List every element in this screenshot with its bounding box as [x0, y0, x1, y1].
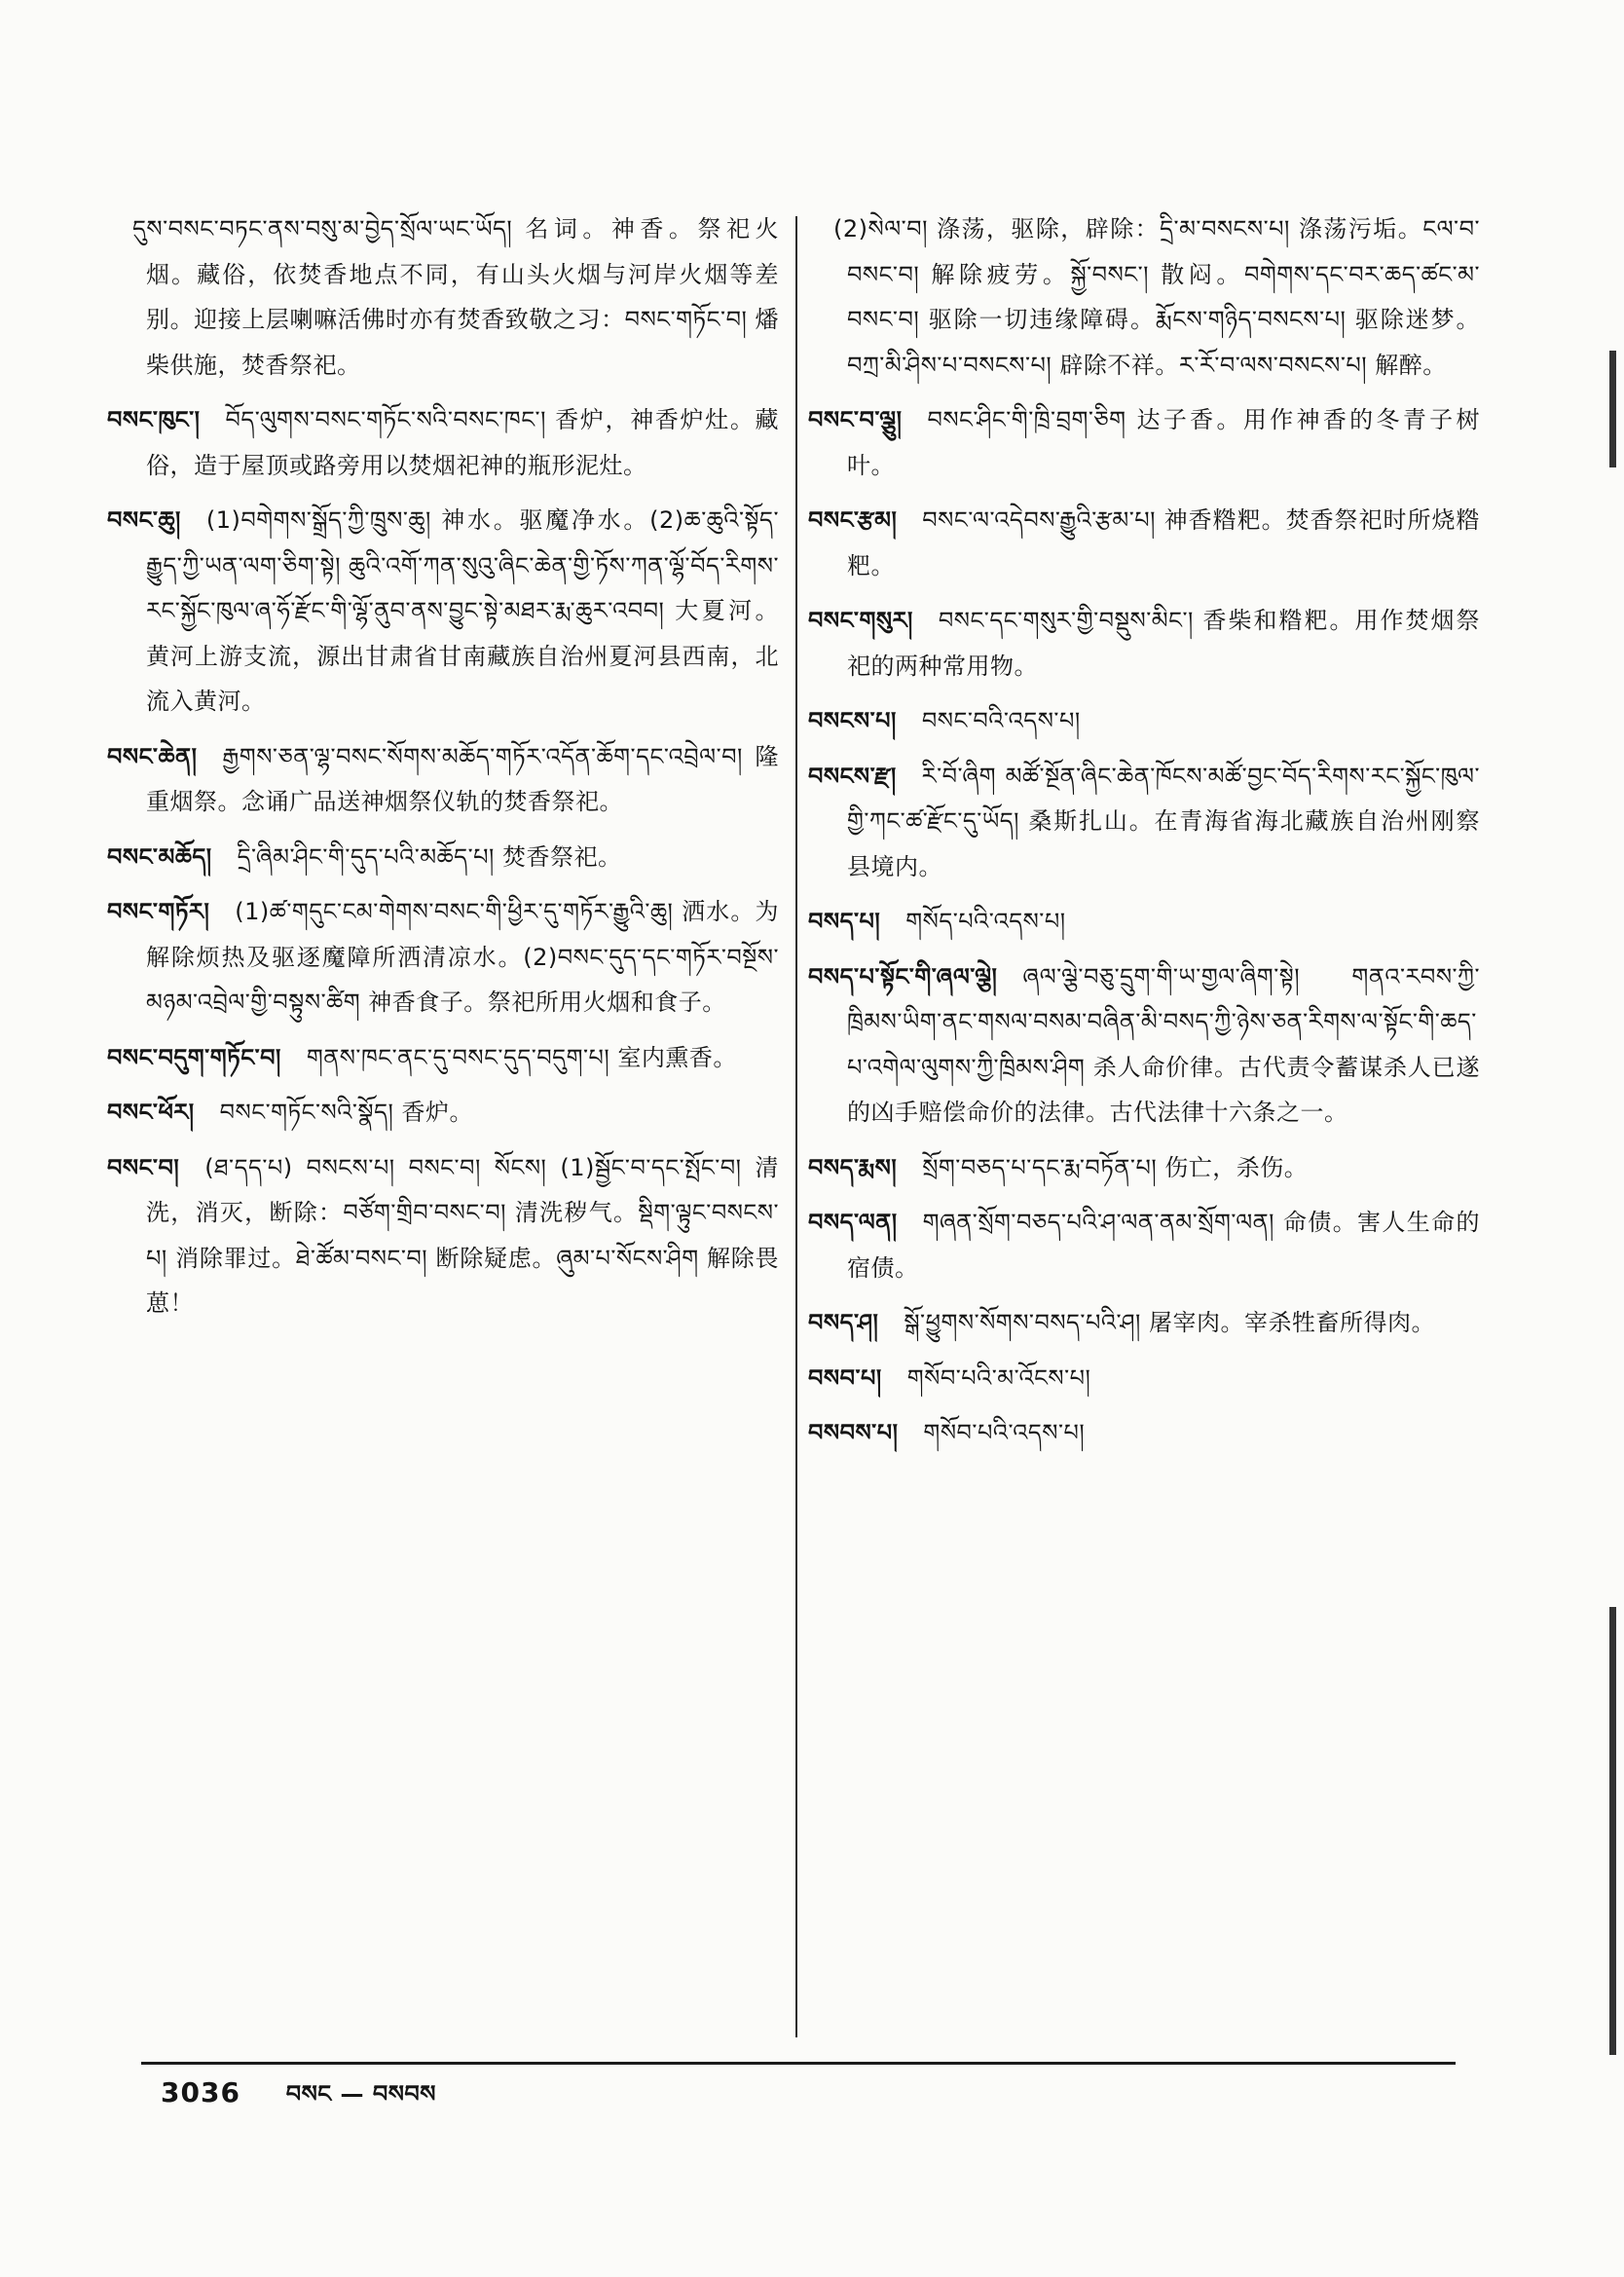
entry-text: (1)བགེགས་སྒྲོད་ཀྱི་ཁྲུས་ཆུ། 神水。驱魔净水。(2)ཆ་ཆུའི་སྟོད་རྒྱུད་ཀྱི་ཡན་ལག་ཅིག་སྟེ། ཆུའི་འགོ་ཀན་སུའུ་ཞིང་ཆེན་གྱི་ཏོས་ཀན་ལྷོ་བོད་རིགས་རང་སྐྱོང་ཁུལ་ཞ་ཧོ་རྫོང་གི་ལྷོ་ནུབ་ནས་བྱུང་སྟེ་མཐར་རྨ་ཆུར་འབབ། 大夏河。黄河上游支流，源出甘肃省甘南藏族自治州夏河县西南，北流入黄河。 — [146, 506, 779, 715]
entry-text: བསང་ལ་འདེབས་རྒྱུའི་རྩམ་པ། 神香糌粑。焚香祭祀时所烧糌粑。 — [847, 506, 1480, 579]
dictionary-entry — [107, 1145, 779, 1326]
dictionary-entry — [107, 889, 779, 1026]
dictionary-entry — [808, 1300, 1480, 1346]
entry-headword: བསད་ལན། — [808, 1209, 898, 1236]
entry-headword: བསང་བདུག་གཏོང་བ། — [107, 1043, 281, 1071]
entry-headword: བསད་པ། — [808, 908, 881, 935]
dictionary-entry — [808, 754, 1480, 890]
dictionary-entry — [107, 835, 779, 880]
entry-headword: བསད་པ་སྟོང་གི་ཞལ་ལྕེ། — [808, 962, 998, 990]
entry-text: གསོབ་པའི་འདས་པ། — [923, 1419, 1086, 1446]
entry-headword: བསང་བ་ལྕུ། — [808, 406, 903, 433]
entry-text: དྲི་ཞིམ་ཤིང་གི་དུད་པའི་མཆོད་པ། 焚香祭祀。 — [237, 842, 622, 871]
entry-headword: བསང་རྩམ། — [808, 506, 898, 534]
entry-text: བསང་ཤིང་གི་ཁྲི་བྲག་ཅིག 达子香。用作神香的冬青子树叶。 — [847, 406, 1480, 479]
entry-text: གསོབ་པའི་མ་འོངས་པ། — [906, 1363, 1091, 1392]
dictionary-entry — [808, 1145, 1480, 1191]
entry-text: སྒོ་ཕྱུགས་སོགས་བསད་པའི་ཤ། 屠宰肉。宰杀牲畜所得肉。 — [904, 1309, 1435, 1336]
dictionary-entry — [808, 1356, 1480, 1401]
entry-text: གཞན་སྲོག་བཅད་པའི་ཤ་ལན་ནམ་སྲོག་ལན། 命债。害人生命的宿债。 — [847, 1209, 1480, 1282]
entry-text: བསང་བའི་འདས་པ། — [921, 707, 1081, 734]
entry-text: རི་བོ་ཞིག མཚོ་སྔོན་ཞིང་ཆེན་ཁོངས་མཚོ་བྱང་བོད་རིགས་རང་སྐྱོང་ཁུལ་གྱི་ཀང་ཚ་རྫོང་དུ་ཡོད། 桑斯扎山。在青海省海北藏族自治州刚察县境内。 — [847, 762, 1480, 880]
dictionary-entry — [808, 598, 1480, 689]
entry-headword: བསང་ཁུང་། — [107, 406, 201, 433]
entry-headword: བསངས་རྫ། — [808, 762, 897, 790]
entry-text: (2)སེལ་བ། 涤荡，驱除，辟除：དྲི་མ་བསངས་པ། 涤荡污垢。ངལ་བ་བསང་བ། 解除疲劳。སྐྱོ་བསང་། 散闷。བགེགས་དང་བར་ཆད་ཚང་མ་བསང་བ། 驱除一切违缘障碍。རྨོངས་གཉིད་བསངས་པ། 驱除迷梦。བཀྲ་མི་ཤིས་པ་བསངས་པ། 辟除不祥。ར་རོ་བ་ལས་བསངས་པ། 解醉。 — [833, 215, 1480, 379]
dictionary-entry — [132, 206, 779, 388]
left-column — [107, 206, 779, 1336]
dictionary-entry — [107, 1090, 779, 1136]
entry-text: གསོད་པའི་འདས་པ། — [905, 908, 1066, 935]
entry-text: བསང་དང་གསུར་གྱི་བསྡུས་མིང་། 香柴和糌粑。用作焚烟祭祀的两种常用物。 — [847, 607, 1480, 680]
entry-headword: བསངས་པ། — [808, 707, 897, 734]
entry-headword: བསང་གསུར། — [808, 607, 913, 634]
entry-text: སྲོག་བཅད་པ་དང་རྨ་བཏོན་པ། 伤亡，杀伤。 — [922, 1153, 1309, 1181]
entry-headword: བསང་ཆེན། — [107, 742, 198, 770]
entry-headword: བསང་བ། — [107, 1153, 180, 1181]
entry-headword: བསང་མཆོད། — [107, 842, 212, 871]
dictionary-entry — [808, 954, 1480, 1136]
dictionary-entry — [808, 397, 1480, 488]
entry-headword: བསང་ཆུ། — [107, 506, 181, 534]
entry-text: རྒྱགས་ཅན་ལྷ་བསང་སོགས་མཆོད་གཏོར་འདོན་ཆོག་དང་འབྲེལ་བ། 隆重烟祭。念诵广品送神烟祭仪轨的焚香祭祀。 — [146, 742, 779, 815]
dictionary-entry — [808, 1200, 1480, 1290]
entry-headword: བསབས་པ། — [808, 1419, 899, 1446]
dictionary-entry — [107, 1035, 779, 1081]
page-range: བསང — བསབས — [285, 2080, 436, 2108]
entry-text: དུས་བསང་བཏང་ནས་བསུ་མ་བྱེད་སྲོལ་ཡང་ཡོད། 名词。神香。祭祀火烟。藏俗，依焚香地点不同，有山头火烟与河岸火烟等差别。迎接上层喇嘛活佛时亦有焚香致敬之习：བསང་གཏོང་བ། 燔柴供施，焚香祭祀。 — [132, 215, 779, 379]
entry-text: ཞལ་ལྕེ་བཅུ་དྲུག་གི་ཡ་གྱལ་ཞིག་སྟེ། གནའ་རབས་ཀྱི་ཁྲིམས་ཡིག་ནང་གསལ་བསམ་བཞིན་མི་བསད་ཀྱི་ཉེས་ཅན་རིགས་ལ་སྟོང་གི་ཆད་པ་འགེལ་ལུགས་ཀྱི་ཁྲིམས་ཤིག 杀人命价律。古代责令蓄谋杀人已遂的凶手赔偿命价的法律。古代法律十六条之一。 — [847, 962, 1480, 1126]
entry-text: (ཐ་དད་པ) བསངས་པ། བསང་བ། སོངས། (1)སྦྱོང་བ་དང་སྤོང་བ། 清洗，消灭，断除：བཙོག་གྲིབ་བསང་བ། 清洗秽气。སྡིག་ལྟུང་བསངས་པ། 消除罪过。ཐེ་ཚོམ་བསང་བ། 断除疑虑。ཞུམ་པ་སོངས་ཤིག 解除畏葸！ — [146, 1153, 779, 1317]
entry-headword: བསབ་པ། — [808, 1363, 882, 1392]
dictionary-entry — [808, 899, 1480, 945]
page-number: 3036 — [161, 2076, 240, 2109]
right-column — [808, 206, 1480, 1466]
entry-text: གནས་ཁང་ནང་དུ་བསང་དུད་བདུག་པ། 室内熏香。 — [306, 1043, 737, 1071]
dictionary-entry — [808, 1410, 1480, 1456]
entry-text: བོད་ལུགས་བསང་གཏོང་སའི་བསང་ཁང་། 香炉，神香炉灶。藏俗，造于屋顶或路旁用以焚烟祀神的瓶形泥灶。 — [146, 406, 779, 479]
scan-edge-mark — [1609, 1607, 1616, 2055]
entry-text: བསང་གཏོང་སའི་སྣོད། 香炉。 — [219, 1099, 473, 1126]
footer-rule — [141, 2062, 1456, 2065]
entry-headword: བསང་གཏོར། — [107, 898, 210, 925]
entry-headword: བསད་ཤ། — [808, 1309, 879, 1336]
dictionary-entry — [107, 734, 779, 825]
entry-headword: བསང་ཕོར། — [107, 1099, 195, 1126]
entry-headword: བསད་རྨས། — [808, 1153, 898, 1181]
scan-edge-mark — [1609, 351, 1616, 467]
dictionary-entry — [808, 498, 1480, 588]
dictionary-entry — [833, 206, 1480, 388]
entry-text: (1)ཚ་གདུང་ངམ་གེགས་བསང་གི་ཕྱིར་དུ་གཏོར་རྒྱུའི་ཆུ། 洒水。为解除烦热及驱逐魔障所洒清凉水。(2)བསང་དུད་དང་གཏོར་བསྔོས་མཉམ་འབྲེལ་གྱི་བསྟུས་ཚིག 神香食子。祭祀所用火烟和食子。 — [146, 898, 779, 1016]
dictionary-entry — [808, 698, 1480, 744]
dictionary-entry — [107, 498, 779, 725]
dictionary-entry — [107, 397, 779, 488]
page-footer — [161, 2069, 436, 2134]
column-divider — [795, 216, 797, 2037]
